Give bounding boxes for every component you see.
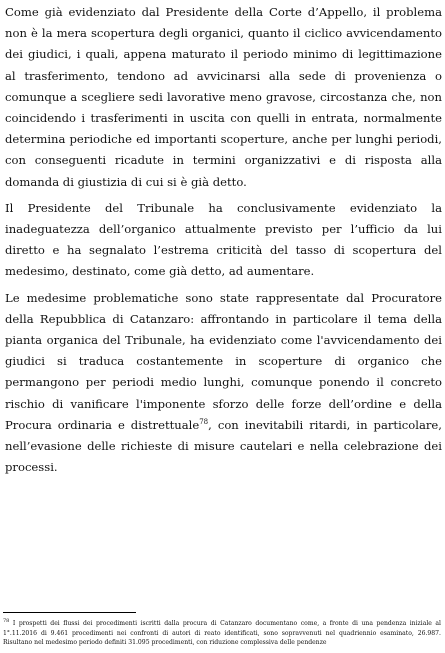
footnote-text: I prospetti dei flussi dei procedimenti iscritti dalla procura di Catanzaro documentano come, a fronte di una pendenza iniziale al 1°.11.2016 di 9.461 procedimenti nei confronti di autori di reato identificati, sono sopravvenuti nel quadriennio esaminato, 26.987. Risultano nel medesimo periodo definiti 31.095 procedimenti, con riduzione complessiva delle pendenze	[3, 620, 441, 646]
paragraph-1: Come già evidenziato dal Presidente della Corte d’Appello, il problema non è la mera scopertura degli organici, quanto il ciclico avvicendamento dei giudici, i quali, appena maturato il periodo minimo di legittimazione al trasferimento, tendono ad avvicinarsi alla sede di provenienza o comunque a scegliere sedi lavorative meno gravose, circostanza che, non coincidendo i trasferimenti in uscita con quelli in entrata, normalmente determina periodiche ed importanti scoperture, anche per lunghi periodi, con conseguenti ricadute in termini organizzativi e di risposta alla domanda di giustizia di cui si è già detto.	[5, 5, 442, 189]
body-text	[5, 2, 442, 483]
paragraph-3-text-b: , con inevitabili ritardi, in particolare, nell’evasione delle richieste di misure cautelari e nella celebrazione dei processi.	[5, 417, 442, 475]
footnote-number: 78	[3, 617, 10, 624]
footnote	[3, 619, 441, 648]
footnote-separator	[3, 612, 136, 613]
footnote-reference[interactable]: 78	[199, 418, 209, 426]
paragraph-2: Il Presidente del Tribunale ha conclusivamente evidenziato la inadeguatezza dell’organico attualmente previsto per l’ufficio da lui diretto e ha segnalato l’estrema criticità del tasso di scopertura del medesimo, destinato, come già detto, ad aumentare.	[5, 200, 442, 279]
paragraph-3-text-a: Le medesime problematiche sono state rappresentate dal Procuratore della Repubblica di Catanzaro: affrontando in particolare il tema della pianta organica del Tribunale, ha evidenziato come l'avvicendamento dei giudici si traduca costantemente in scoperture di organico che permangono per periodi medio lunghi, comunque ponendo il concreto rischio di vanificare l'imponente sforzo delle forze dell’ordine e della Procura ordinaria e distrettuale	[5, 290, 442, 432]
paragraph-3	[5, 288, 442, 479]
